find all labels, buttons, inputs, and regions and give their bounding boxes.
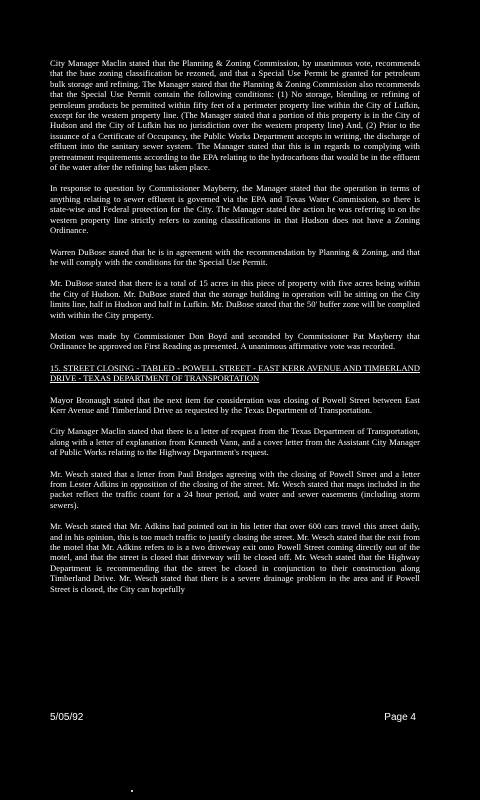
- paragraph-wesch-traffic: Mr. Wesch stated that Mr. Adkins had pointed out in his letter that over 600 cars travel this street daily, and in his opinion, this is too much traffic to justify closing the street. Mr. Wesch stated that the exit from the motel that Mr. Adkins refers to is a two driveway exit onto Powell Street coming directly out of the motel, and that the street is closed that driveway will be closed off. Mr. Wesch stated that the Highway Department is recommending that the street be closed in conjunction to their construction along Timberland Drive. Mr. Wesch stated that there is a severe drainage problem in the area and if Powell Street is closed, the City can hopefully: [50, 521, 420, 594]
- paragraph-zoning-recommendation: City Manager Maclin stated that the Planning & Zoning Commission, by unanimous vote, recommends that the base zoning classification be rezoned, and that a Special Use Permit be granted for petroleum bulk storage and refining. The Manager stated that the Planning & Zoning Commission also recommends that the Special Use Permit contain the following conditions: (1) No storage, blending or refining of petroleum products be permitted within fifty feet of a perimeter property line within the City of Lufkin, except for the western property line. (The Manager stated that a portion of this property is in the City of Hudson and the City of Lufkin has no jurisdiction over the western property line) And, (2) Prior to the issuance of a Certificate of Occupancy, the Public Works Department accepts in writing, the discharge of effluent into the sanitary sewer system. The Manager stated that this is in regards to complying with pretreatment requirements according to the EPA relating to the hydrocarbons that would be in the effluent of the water after the refining has taken place.: [50, 58, 420, 173]
- paragraph-dubose-acreage: Mr. DuBose stated that there is a total of 15 acres in this piece of property with five acres being within the City of Hudson. Mr. DuBose stated that the storage building in operation will be sitting on the City limits line, half in Hudson and half in Lufkin. Mr. DuBose stated that the 50' buffer zone will be complied with within the City property.: [50, 278, 420, 320]
- footer-page-number: Page 4: [384, 712, 416, 723]
- paragraph-motion: Motion was made by Commissioner Don Boyd and seconded by Commissioner Pat Mayberry that Ordinance be approved on First Reading as presented. A unanimous affirmative vote was recorded.: [50, 330, 420, 352]
- agenda-item-heading: 15. STREET CLOSING - TABLED - POWELL STREET - EAST KERR AVENUE AND TIMBERLAND DRIVE - TEXAS DEPARTMENT OF TRANSPORTATION: [50, 362, 420, 384]
- document-body: [50, 58, 420, 605]
- footer-date: 5/05/92: [50, 712, 84, 723]
- scan-artifact: [131, 790, 133, 792]
- paragraph-wesch-letters: Mr. Wesch stated that a letter from Paul Bridges agreeing with the closing of Powell Street and a letter from Lester Adkins in opposition of the closing of the street. Mr. Wesch stated that maps included in the packet reflect the traffic count for a 24 hour period, and water and sewer easements (including storm sewers).: [50, 468, 420, 510]
- paragraph-mayor-statement: Mayor Bronaugh stated that the next item for consideration was closing of Powell Street between East Kerr Avenue and Timberland Drive as requested by the Texas Department of Transportation.: [50, 394, 420, 415]
- paragraph-manager-letter: City Manager Maclin stated that there is a letter of request from the Texas Department of Transportation, along with a letter of explanation from Kenneth Vann, and a cover letter from the Assistant City Manager of Public Works relating to the Highway Department's request.: [50, 426, 420, 458]
- paragraph-mayberry-question: In response to question by Commissioner Mayberry, the Manager stated that the operation in terms of anything relating to sewer effluent is governed via the EPA and Texas Water Commission, so there is state-wise and Federal protection for the City. The Manager stated the action he was referring to on the western property line strictly refers to zoning classifications in that Hudson does not have a Zoning Ordinance.: [50, 183, 420, 236]
- paragraph-dubose-agreement: Warren DuBose stated that he is in agreement with the recommendation by Planning & Zoning, and that he will comply with the conditions for the Special Use Permit.: [50, 246, 420, 267]
